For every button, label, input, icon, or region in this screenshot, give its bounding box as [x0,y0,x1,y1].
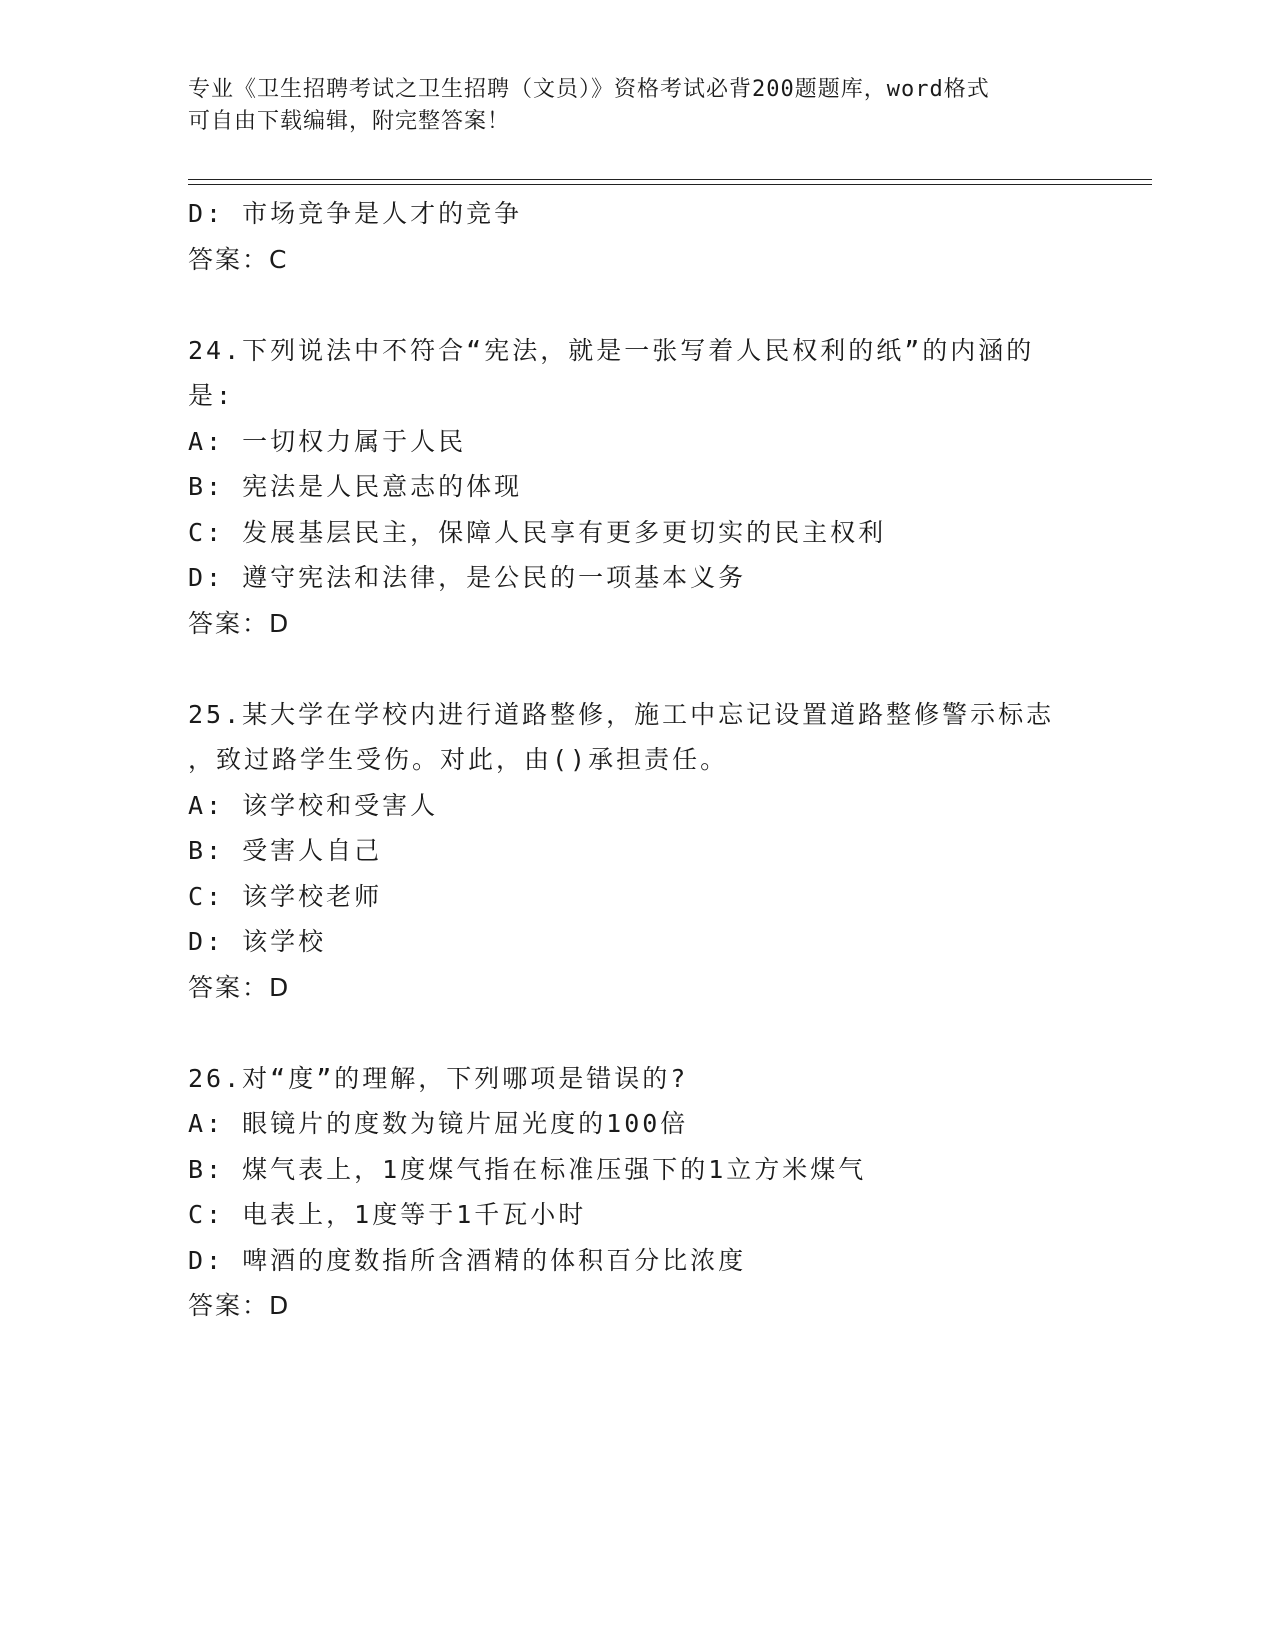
header-title-line-2: 可自由下载编辑，附完整答案！ [188,109,511,134]
option-a: A: 该学校和受害人 [188,790,439,820]
spacer [188,282,1088,328]
answer-line: 答案：C [188,244,289,274]
question-stem-line-1: 26.对“度”的理解，下列哪项是错误的? [188,1063,689,1093]
option-d: D: 市场竞争是人才的竞争 [188,199,523,228]
option-b: B: 宪法是人民意志的体现 [188,472,523,501]
option-c: C: 该学校老师 [188,881,383,911]
question-stem-line-1: 25.某大学在学校内进行道路整修，施工中忘记设置道路整修警示标志 [188,699,1055,729]
question-24 [188,328,1088,647]
option-d: D: 该学校 [188,927,327,956]
option-d: D: 遵守宪法和法律，是公民的一项基本义务 [188,563,747,592]
question-list [188,191,1088,1329]
question-stem-line-2: 是: [188,381,235,410]
option-d: D: 啤酒的度数指所含酒精的体积百分比浓度 [188,1245,747,1275]
question-stem-line-2: ，致过路学生受伤。对此，由()承担责任。 [188,745,729,774]
spacer [188,646,1088,692]
header-divider-top [188,179,1152,180]
question-stem-line-1: 24.下列说法中不符合“宪法，就是一张写着人民权利的纸”的内涵的 [188,335,1035,365]
option-c: C: 发展基层民主，保障人民享有更多更切实的民主权利 [188,517,887,547]
previous-question-tail [188,191,1088,282]
option-b: B: 煤气表上，1度煤气指在标准压强下的1立方米煤气 [188,1154,867,1184]
spacer [188,1010,1088,1056]
answer-line: 答案：D [188,1291,291,1320]
document-header [188,74,1068,138]
option-a: A: 眼镜片的度数为镜片屈光度的100倍 [188,1109,689,1138]
option-a: A: 一切权力属于人民 [188,426,467,456]
option-b: B: 受害人自己 [188,836,383,865]
header-title-line-1: 专业《卫生招聘考试之卫生招聘（文员）》资格考试必背200题题库，word格式 [188,77,990,102]
option-c: C: 电表上，1度等于1千瓦小时 [188,1200,587,1229]
answer-line: 答案：D [188,972,291,1002]
header-divider-bottom [188,184,1152,185]
question-26 [188,1056,1088,1329]
question-25 [188,692,1088,1011]
answer-line: 答案：D [188,608,291,638]
